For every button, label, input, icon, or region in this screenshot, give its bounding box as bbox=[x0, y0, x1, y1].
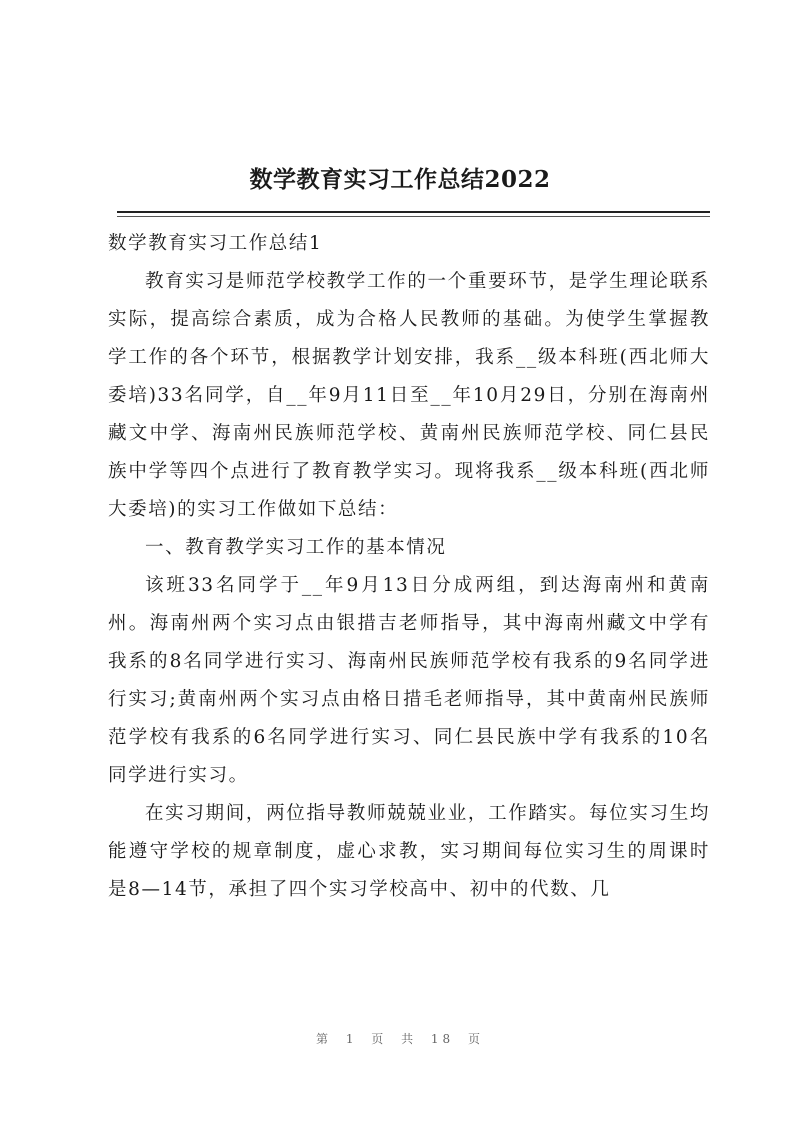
page-number-footer: 第 1 页 共 18 页 bbox=[316, 1032, 484, 1046]
paragraph-teachers: 在实习期间，两位指导教师兢兢业业，工作踏实。每位实习生均能遵守学校的规章制度，虚心求教，实习期间每位实习生的周课时是8—14节，承担了四个实习学校高中、初中的代数、几 bbox=[108, 803, 710, 900]
section-heading: 数学教育实习工作总结1 bbox=[108, 233, 323, 254]
document-title: 数学教育实习工作总结2022 bbox=[249, 166, 551, 193]
paragraph-intro: 教育实习是师范学校教学工作的一个重要环节，是学生理论联系实际，提高综合素质，成为合格人民教师的基础。为使学生掌握教学工作的各个环节，根据教学计划安排，我系__级本科班(西北师大委培)33名同学，自__年9月11日至__年10月29日，分别在海南州藏文中学、海南州民族师范学校、黄南州民族师范学校、同仁县民族中学等四个点进行了教育教学实习。现将我系__级本科班(西北师大委培)的实习工作做如下总结： bbox=[108, 271, 710, 520]
subsection-heading: 一、教育教学实习工作的基本情况 bbox=[145, 537, 447, 558]
document-body bbox=[108, 225, 710, 909]
title-divider-thin bbox=[117, 216, 710, 217]
paragraph-situation: 该班33名同学于__年9月13日分成两组，到达海南州和黄南州。海南州两个实习点由银措吉老师指导，其中海南州藏文中学有我系的8名同学进行实习、海南州民族师范学校有我系的9名同学进行实习;黄南州两个实习点由格日措毛老师指导，其中黄南州民族师范学校有我系的6名同学进行实习、同仁县民族中学有我系的10名同学进行实习。 bbox=[108, 575, 710, 786]
title-divider-thick bbox=[117, 211, 710, 213]
